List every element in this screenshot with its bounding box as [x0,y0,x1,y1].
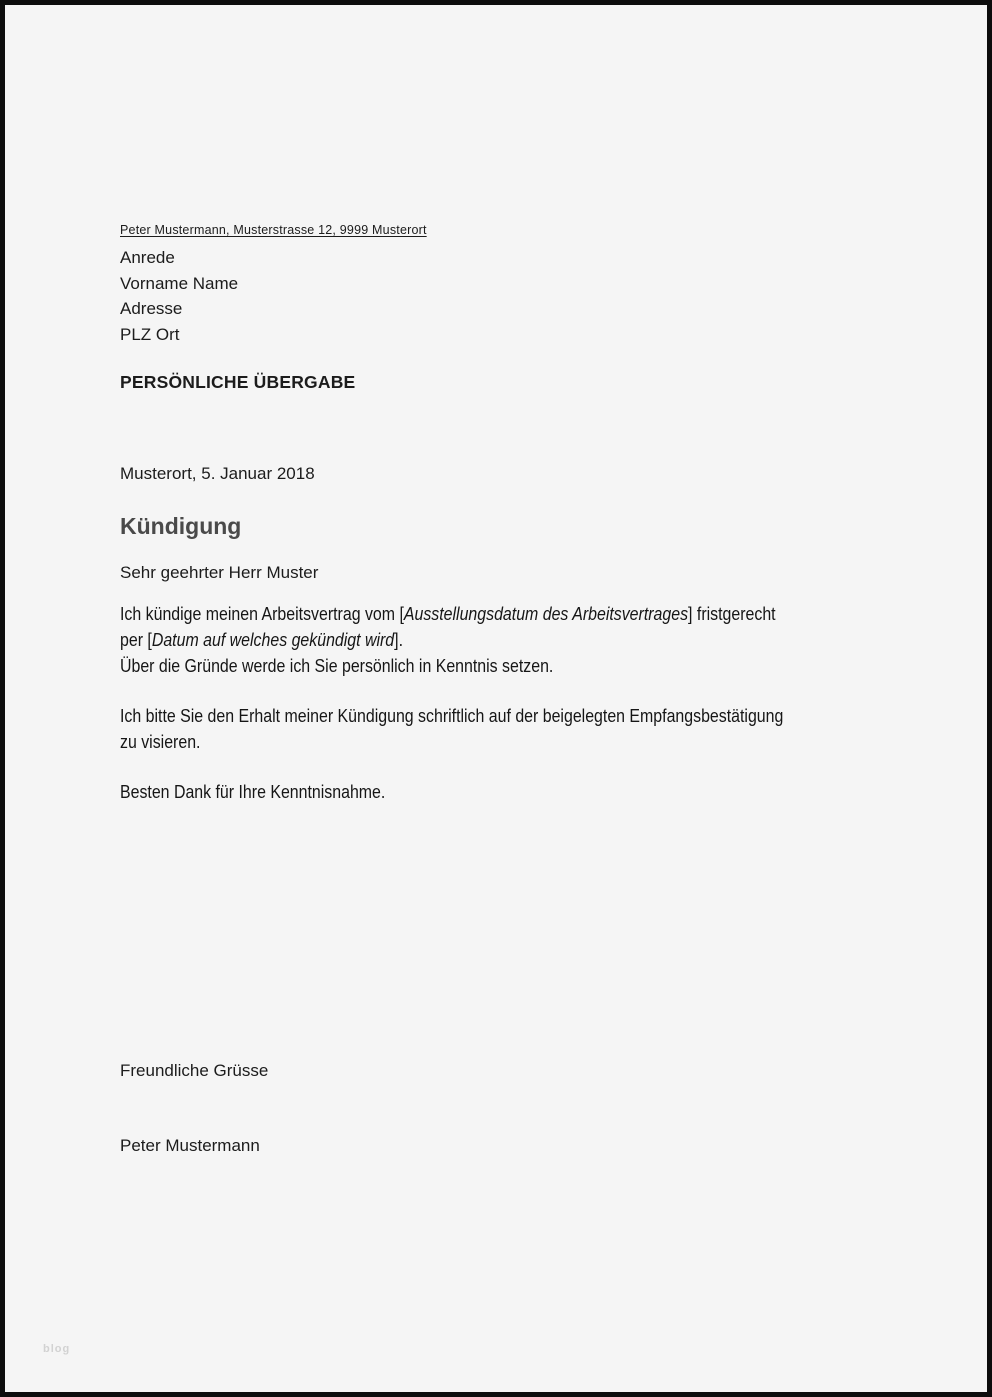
body-paragraph-confirmation-request [120,703,783,755]
delivery-note: PERSÖNLICHE ÜBERGABE [120,372,356,392]
subject-heading: Kündigung [120,513,242,539]
p1-line1-placeholder-contract-date: Ausstellungsdatum des Arbeitsvertrages [403,603,689,624]
date-line: Musterort, 5. Januar 2018 [120,464,315,483]
recipient-address: Adresse [120,299,183,318]
paragraph-line: Über die Gründe werde ich Sie persönlich in Kenntnis setzen. [120,655,554,676]
signature-name: Peter Mustermann [120,1136,260,1155]
p1-line2-placeholder-notice-date: Datum auf welches gekündigt wird [151,629,395,650]
paragraph-line: zu visieren. [120,731,201,752]
body-paragraph-termination [120,601,776,679]
thanks-line: Besten Dank für Ihre Kenntnisnahme. [120,781,386,802]
p1-line2-pre: per [ [120,629,152,650]
p1-line2-post: ]. [394,629,404,650]
salutation: Sehr geehrter Herr Muster [120,563,319,582]
watermark: blog [43,1343,71,1355]
p1-line1-pre: Ich kündige meinen Arbeitsvertrag vom [ [120,603,404,624]
sender-line: Peter Mustermann, Musterstrasse 12, 9999 Musterort [120,223,427,237]
paragraph-line: Ich bitte Sie den Erhalt meiner Kündigung schriftlich auf der beigelegten Empfangsbestätigung [120,705,784,726]
p1-line1-post: ] fristgerecht [688,603,776,624]
paragraph-line [120,627,776,653]
recipient-name: Vorname Name [120,273,239,293]
paragraph-line [120,601,776,627]
recipient-anrede: Anrede [120,248,175,267]
recipient-block [120,245,238,347]
closing-greeting: Freundliche Grüsse [120,1061,269,1080]
recipient-city: PLZ Ort [120,324,180,344]
